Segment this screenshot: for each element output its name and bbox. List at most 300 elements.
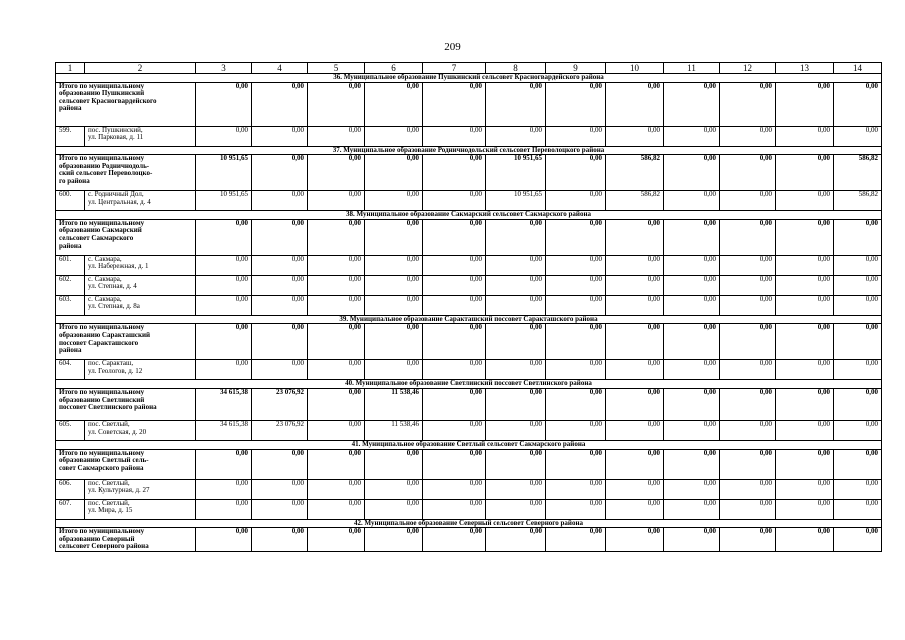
section-header-row [56, 440, 882, 449]
total-value: 0,00 [252, 449, 308, 479]
text-line: с. Сакмара, [88, 275, 122, 283]
text-line: сельсовет Красногвардейского [59, 96, 157, 105]
section-title: 38. Муниципальное образование Сакмарский сельсовет Сакмарского района [56, 211, 882, 220]
cell-value: 23 076,92 [252, 420, 308, 440]
total-label [56, 155, 196, 191]
text-line: Итого по муниципальному [59, 219, 145, 227]
row-number: 602. [56, 275, 85, 295]
column-header-14: 14 [834, 63, 882, 74]
cell-value: 0,00 [776, 499, 834, 519]
total-value: 11 538,46 [365, 388, 423, 420]
cell-value: 0,00 [776, 255, 834, 275]
table-row [56, 255, 882, 275]
total-value: 0,00 [252, 155, 308, 191]
cell-value: 0,00 [776, 126, 834, 146]
row-number: 607. [56, 499, 85, 519]
cell-value: 0,00 [252, 479, 308, 499]
cell-value: 0,00 [252, 275, 308, 295]
total-label [56, 219, 196, 255]
text-line: с. Сакмара, [88, 295, 122, 303]
total-value: 0,00 [834, 82, 882, 126]
cell-value: 0,00 [606, 255, 664, 275]
cell-value: 0,00 [423, 295, 486, 315]
total-value: 0,00 [776, 82, 834, 126]
row-address [85, 126, 196, 146]
cell-value: 0,00 [196, 295, 252, 315]
row-address [85, 420, 196, 440]
text-line: образованию Светлинский [59, 395, 145, 404]
section-title: 41. Муниципальное образование Светлый сельсовет Сакмарского района [56, 440, 882, 449]
cell-value: 0,00 [546, 255, 606, 275]
cell-value: 0,00 [423, 191, 486, 211]
cell-value: 0,00 [486, 275, 546, 295]
cell-value: 0,00 [834, 275, 882, 295]
text-line: пос. Светлый, [88, 479, 130, 487]
total-row [56, 449, 882, 479]
total-value: 0,00 [664, 324, 720, 360]
total-value: 0,00 [252, 219, 308, 255]
cell-value: 0,00 [546, 420, 606, 440]
section-title: 37. Муниципальное образование Родничнодольский сельсовет Переволоцкого района [56, 146, 882, 155]
cell-value: 0,00 [606, 479, 664, 499]
cell-value: 0,00 [365, 499, 423, 519]
text-line: района [59, 104, 82, 113]
cell-value: 0,00 [365, 275, 423, 295]
text-line: с. Сакмара, [88, 255, 122, 263]
cell-value: 0,00 [664, 479, 720, 499]
text-line: образованию Северный [59, 534, 135, 543]
column-header-row [56, 63, 882, 74]
cell-value: 0,00 [776, 191, 834, 211]
total-value: 0,00 [308, 82, 365, 126]
text-line: совет Сакмарского района [59, 463, 144, 472]
cell-value: 0,00 [606, 360, 664, 380]
total-value: 586,82 [606, 155, 664, 191]
total-value: 0,00 [606, 528, 664, 552]
cell-value: 0,00 [834, 479, 882, 499]
total-value: 0,00 [546, 155, 606, 191]
table-row [56, 499, 882, 519]
total-value: 0,00 [308, 528, 365, 552]
total-value: 0,00 [834, 388, 882, 420]
column-header-5: 5 [308, 63, 365, 74]
cell-value: 0,00 [196, 275, 252, 295]
total-value: 0,00 [776, 528, 834, 552]
column-header-3: 3 [196, 63, 252, 74]
cell-value: 0,00 [720, 255, 776, 275]
cell-value: 0,00 [776, 360, 834, 380]
cell-value: 0,00 [834, 126, 882, 146]
cell-value: 0,00 [664, 360, 720, 380]
table-row [56, 275, 882, 295]
cell-value: 0,00 [365, 255, 423, 275]
total-value: 0,00 [365, 82, 423, 126]
cell-value: 0,00 [252, 126, 308, 146]
total-label [56, 324, 196, 360]
total-value: 0,00 [486, 388, 546, 420]
cell-value: 0,00 [308, 420, 365, 440]
total-value: 0,00 [308, 155, 365, 191]
column-header-10: 10 [606, 63, 664, 74]
row-address [85, 295, 196, 315]
text-line: образованию Пушкинский [59, 89, 145, 98]
section-header-row [56, 519, 882, 528]
table-row [56, 126, 882, 146]
total-value: 0,00 [423, 82, 486, 126]
text-line: ул. Центральная, д. 4 [88, 197, 151, 206]
text-line: образованию Сакмарский [59, 226, 142, 235]
cell-value: 0,00 [606, 295, 664, 315]
cell-value: 0,00 [546, 479, 606, 499]
cell-value: 0,00 [546, 295, 606, 315]
total-value: 0,00 [308, 219, 365, 255]
table-row [56, 479, 882, 499]
total-value: 0,00 [546, 388, 606, 420]
cell-value: 0,00 [546, 499, 606, 519]
cell-value: 586,82 [834, 191, 882, 211]
total-value: 0,00 [606, 219, 664, 255]
total-label [56, 449, 196, 479]
cell-value: 0,00 [486, 255, 546, 275]
cell-value: 0,00 [423, 275, 486, 295]
cell-value: 0,00 [720, 191, 776, 211]
text-line: ул. Степная, д. 4 [88, 282, 137, 291]
text-line: ул. Культурная, д. 27 [88, 486, 150, 495]
text-line: района [59, 241, 82, 250]
cell-value: 10 951,65 [486, 191, 546, 211]
text-line: ул. Набережная, д. 1 [88, 262, 149, 271]
cell-value: 0,00 [486, 479, 546, 499]
total-value: 0,00 [486, 219, 546, 255]
total-label [56, 388, 196, 420]
cell-value: 0,00 [486, 499, 546, 519]
section-header-row [56, 74, 882, 83]
cell-value: 11 538,46 [365, 420, 423, 440]
column-header-6: 6 [365, 63, 423, 74]
total-value: 0,00 [776, 219, 834, 255]
section-title: 42. Муниципальное образование Северный сельсовет Северного района [56, 519, 882, 528]
cell-value: 0,00 [720, 420, 776, 440]
total-value: 0,00 [423, 155, 486, 191]
cell-value: 0,00 [486, 360, 546, 380]
total-value: 0,00 [664, 528, 720, 552]
text-line: ул. Советская, д. 20 [88, 427, 147, 436]
cell-value: 0,00 [423, 360, 486, 380]
text-line: ул. Геологов, д. 12 [88, 366, 143, 375]
cell-value: 0,00 [196, 479, 252, 499]
cell-value: 0,00 [720, 295, 776, 315]
total-value: 0,00 [720, 388, 776, 420]
table-body [56, 63, 882, 552]
cell-value: 0,00 [834, 420, 882, 440]
text-line: района [59, 346, 82, 355]
cell-value: 0,00 [365, 126, 423, 146]
total-value: 0,00 [606, 449, 664, 479]
text-line: ский сельсовет Переволоцко- [59, 169, 153, 178]
row-address [85, 275, 196, 295]
cell-value: 0,00 [252, 295, 308, 315]
row-address [85, 499, 196, 519]
cell-value: 0,00 [365, 295, 423, 315]
cell-value: 0,00 [252, 255, 308, 275]
total-value: 0,00 [196, 82, 252, 126]
column-header-2: 2 [85, 63, 196, 74]
cell-value: 0,00 [720, 499, 776, 519]
total-value: 34 615,38 [196, 388, 252, 420]
cell-value: 0,00 [664, 255, 720, 275]
cell-value: 0,00 [308, 255, 365, 275]
text-line: Итого по муниципальному [59, 527, 145, 536]
cell-value: 0,00 [546, 275, 606, 295]
row-number: 605. [56, 420, 85, 440]
total-value: 0,00 [664, 388, 720, 420]
cell-value: 0,00 [308, 295, 365, 315]
cell-value: 0,00 [196, 360, 252, 380]
column-header-8: 8 [486, 63, 546, 74]
text-line: образованию Родничнодоль- [59, 161, 150, 170]
total-value: 0,00 [486, 324, 546, 360]
text-line: ул. Степная, д. 8а [88, 302, 140, 311]
column-header-11: 11 [664, 63, 720, 74]
cell-value: 0,00 [308, 479, 365, 499]
cell-value: 0,00 [365, 191, 423, 211]
text-line: поссовет Светлинского района [59, 403, 157, 412]
total-value: 0,00 [546, 324, 606, 360]
cell-value: 0,00 [252, 499, 308, 519]
total-value: 0,00 [606, 324, 664, 360]
cell-value: 0,00 [664, 275, 720, 295]
table-row [56, 360, 882, 380]
cell-value: 10 951,65 [196, 191, 252, 211]
cell-value: 0,00 [196, 499, 252, 519]
text-line: образованию Светлый сель- [59, 456, 149, 465]
text-line: образованию Саракташский [59, 330, 151, 339]
column-header-4: 4 [252, 63, 308, 74]
cell-value: 586,82 [606, 191, 664, 211]
cell-value: 0,00 [834, 499, 882, 519]
total-value: 0,00 [308, 449, 365, 479]
total-value: 0,00 [720, 324, 776, 360]
cell-value: 0,00 [776, 275, 834, 295]
total-value: 0,00 [664, 449, 720, 479]
total-value: 0,00 [606, 82, 664, 126]
cell-value: 0,00 [720, 126, 776, 146]
text-line: Итого по муниципальному [59, 449, 145, 457]
row-number: 606. [56, 479, 85, 499]
total-label [56, 528, 196, 552]
row-address [85, 191, 196, 211]
text-line: ул. Парковая, д. 11 [88, 133, 144, 142]
section-title: 40. Муниципальное образование Светлинский поссовет Светлинского района [56, 380, 882, 389]
total-row [56, 528, 882, 552]
section-header-row [56, 315, 882, 324]
cell-value: 0,00 [486, 295, 546, 315]
cell-value: 0,00 [834, 295, 882, 315]
total-value: 0,00 [196, 219, 252, 255]
cell-value: 0,00 [423, 126, 486, 146]
total-value: 0,00 [423, 324, 486, 360]
total-value: 0,00 [546, 219, 606, 255]
cell-value: 0,00 [196, 126, 252, 146]
column-header-12: 12 [720, 63, 776, 74]
total-value: 0,00 [365, 449, 423, 479]
text-line: сельсовет Сакмарского [59, 233, 134, 242]
total-value: 0,00 [834, 324, 882, 360]
total-value: 0,00 [365, 219, 423, 255]
total-value: 0,00 [720, 219, 776, 255]
text-line: с. Родничный Дол, [88, 190, 144, 199]
row-address [85, 479, 196, 499]
cell-value: 0,00 [423, 420, 486, 440]
cell-value: 0,00 [664, 126, 720, 146]
total-row [56, 155, 882, 191]
cell-value: 0,00 [486, 126, 546, 146]
column-header-7: 7 [423, 63, 486, 74]
cell-value: 0,00 [834, 360, 882, 380]
cell-value: 0,00 [423, 499, 486, 519]
total-value: 0,00 [834, 449, 882, 479]
total-value: 0,00 [776, 449, 834, 479]
total-row [56, 219, 882, 255]
cell-value: 0,00 [776, 420, 834, 440]
cell-value: 0,00 [720, 360, 776, 380]
text-line: пос. Пушкинский, [88, 126, 143, 134]
cell-value: 0,00 [546, 360, 606, 380]
cell-value: 0,00 [308, 275, 365, 295]
cell-value: 0,00 [252, 191, 308, 211]
cell-value: 34 615,38 [196, 420, 252, 440]
total-value: 0,00 [546, 449, 606, 479]
column-header-9: 9 [546, 63, 606, 74]
cell-value: 0,00 [252, 360, 308, 380]
total-value: 0,00 [776, 324, 834, 360]
cell-value: 0,00 [606, 499, 664, 519]
total-label [56, 82, 196, 126]
row-number: 599. [56, 126, 85, 146]
row-number: 601. [56, 255, 85, 275]
total-value: 0,00 [252, 528, 308, 552]
section-header-row [56, 211, 882, 220]
total-value: 0,00 [365, 528, 423, 552]
cell-value: 0,00 [423, 479, 486, 499]
total-value: 0,00 [196, 324, 252, 360]
total-value: 23 076,92 [252, 388, 308, 420]
section-title: 36. Муниципальное образование Пушкинский сельсовет Красногвардейского района [56, 74, 882, 83]
column-header-13: 13 [776, 63, 834, 74]
cell-value: 0,00 [776, 295, 834, 315]
section-header-row [56, 380, 882, 389]
page-number: 209 [444, 41, 461, 53]
column-header-1: 1 [56, 63, 85, 74]
total-value: 10 951,65 [486, 155, 546, 191]
total-value: 0,00 [423, 449, 486, 479]
total-value: 0,00 [776, 155, 834, 191]
cell-value: 0,00 [365, 360, 423, 380]
total-value: 0,00 [664, 219, 720, 255]
total-value: 0,00 [308, 324, 365, 360]
cell-value: 0,00 [720, 479, 776, 499]
cell-value: 0,00 [546, 191, 606, 211]
total-value: 0,00 [423, 388, 486, 420]
table-row [56, 295, 882, 315]
text-line: го района [59, 176, 90, 185]
total-row [56, 324, 882, 360]
cell-value: 0,00 [720, 275, 776, 295]
cell-value: 0,00 [365, 479, 423, 499]
total-value: 0,00 [196, 449, 252, 479]
total-value: 0,00 [720, 82, 776, 126]
cell-value: 0,00 [486, 420, 546, 440]
total-value: 0,00 [664, 82, 720, 126]
cell-value: 0,00 [834, 255, 882, 275]
text-line: Итого по муниципальному [59, 154, 145, 163]
total-value: 0,00 [486, 528, 546, 552]
table-row [56, 191, 882, 211]
cell-value: 0,00 [606, 420, 664, 440]
total-value: 0,00 [834, 528, 882, 552]
total-value: 0,00 [423, 528, 486, 552]
cell-value: 0,00 [308, 126, 365, 146]
total-value: 0,00 [720, 528, 776, 552]
cell-value: 0,00 [664, 420, 720, 440]
section-title: 39. Муниципальное образование Саракташский поссовет Саракташского района [56, 315, 882, 324]
total-value: 0,00 [365, 155, 423, 191]
total-value: 0,00 [720, 449, 776, 479]
cell-value: 0,00 [308, 191, 365, 211]
total-value: 0,00 [776, 388, 834, 420]
total-value: 0,00 [486, 82, 546, 126]
total-value: 0,00 [720, 155, 776, 191]
total-value: 0,00 [606, 388, 664, 420]
cell-value: 0,00 [776, 479, 834, 499]
total-value: 0,00 [546, 528, 606, 552]
total-row [56, 388, 882, 420]
text-line: ул. Мира, д. 15 [88, 506, 133, 515]
cell-value: 0,00 [546, 126, 606, 146]
table-row [56, 420, 882, 440]
total-value: 0,00 [252, 324, 308, 360]
cell-value: 0,00 [606, 126, 664, 146]
cell-value: 0,00 [664, 295, 720, 315]
total-value: 0,00 [252, 82, 308, 126]
total-value: 0,00 [834, 219, 882, 255]
data-table [55, 62, 882, 552]
cell-value: 0,00 [196, 255, 252, 275]
total-value: 0,00 [664, 155, 720, 191]
text-line: пос. Светлый, [88, 420, 130, 428]
text-line: Итого по муниципальному [59, 323, 145, 332]
section-header-row [56, 146, 882, 155]
row-address [85, 360, 196, 380]
row-number: 603. [56, 295, 85, 315]
total-value: 586,82 [834, 155, 882, 191]
cell-value: 0,00 [606, 275, 664, 295]
total-value: 0,00 [196, 528, 252, 552]
total-value: 10 951,65 [196, 155, 252, 191]
cell-value: 0,00 [308, 499, 365, 519]
total-value: 0,00 [308, 388, 365, 420]
total-value: 0,00 [546, 82, 606, 126]
row-number: 604. [56, 360, 85, 380]
text-line: Итого по муниципальному [59, 82, 145, 90]
total-value: 0,00 [423, 219, 486, 255]
text-line: сельсовет Северного района [59, 542, 149, 551]
row-address [85, 255, 196, 275]
cell-value: 0,00 [664, 191, 720, 211]
total-value: 0,00 [365, 324, 423, 360]
text-line: поссовет Саракташского [59, 338, 139, 347]
total-value: 0,00 [486, 449, 546, 479]
